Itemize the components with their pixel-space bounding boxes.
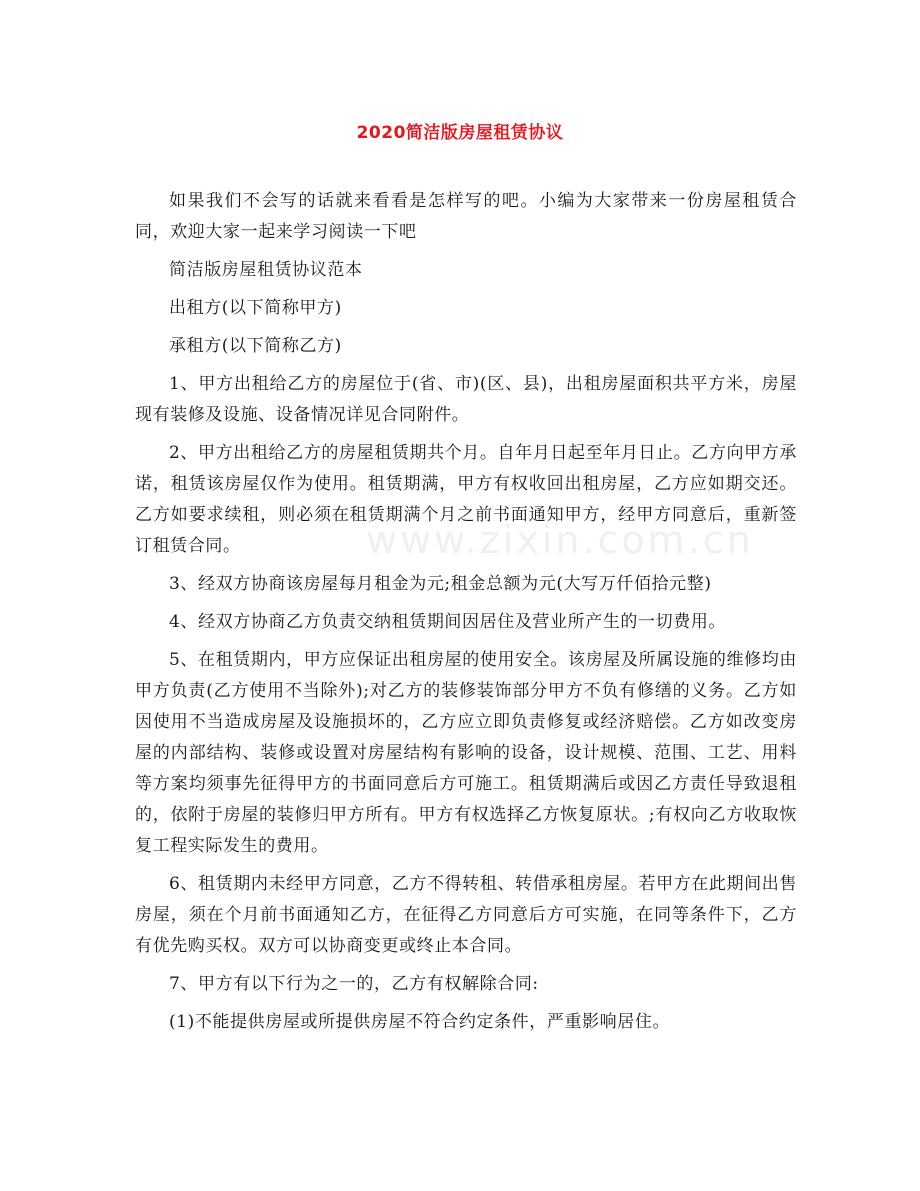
paragraph-lessee: 承租方(以下简称乙方) <box>169 336 342 356</box>
document-body <box>135 186 797 1045</box>
paragraph-clause-7-item-1: (1)不能提供房屋或所提供房屋不符合约定条件，严重影响居住。 <box>169 1012 671 1032</box>
paragraph-clause-5: 5、在租赁期内，甲方应保证出租房屋的使用安全。该房屋及所属设施的维修均由甲方负责(乙方使用不当除外);对乙方的装修装饰部分甲方不负有修缮的义务。乙方如因使用不当造成房屋及设施损坏的，乙方应立即负责修复或经济赔偿。乙方如改变房屋的内部结构、装修或设置对房屋结构有影响的设备，设计规模、范围、工艺、用料等方案均须事先征得甲方的书面同意后方可施工。租赁期满后或因乙方责任导致退租的，依附于房屋的装修归甲方所有。甲方有权选择乙方恢复原状。;有权向乙方收取恢复工程实际发生的费用。 <box>135 650 797 856</box>
paragraph-clause-6: 6、租赁期内未经甲方同意，乙方不得转租、转借承租房屋。若甲方在此期间出售房屋，须在个月前书面通知乙方，在征得乙方同意后方可实施，在同等条件下，乙方有优先购买权。双方可以协商变更或终止本合同。 <box>135 874 797 956</box>
paragraph-lessor: 出租方(以下简称甲方) <box>169 298 342 318</box>
paragraph-clause-4: 4、经双方协商乙方负责交纳租赁期间因居住及营业所产生的一切费用。 <box>169 612 727 632</box>
paragraph-clause-7: 7、甲方有以下行为之一的，乙方有权解除合同: <box>169 974 539 994</box>
paragraph-clause-3: 3、经双方协商该房屋每月租金为元;租金总额为元(大写万仟佰拾元整) <box>169 574 712 594</box>
document-title: 2020简洁版房屋租赁协议 <box>356 123 564 143</box>
paragraph-clause-2: 2、甲方出租给乙方的房屋租赁期共个月。自年月日起至年月日止。乙方向甲方承诺，租赁该房屋仅作为使用。租赁期满，甲方有权收回出租房屋，乙方应如期交还。乙方如要求续租，则必须在租赁期满个月之前书面通知甲方，经甲方同意后，重新签订租赁合同。 <box>135 443 797 556</box>
paragraph-heading: 简洁版房屋租赁协议范本 <box>169 260 363 280</box>
paragraph-intro: 如果我们不会写的话就来看看是怎样写的吧。小编为大家带来一份房屋租赁合同，欢迎大家一起来学习阅读一下吧 <box>135 191 797 242</box>
watermark: www.zixin.com.cn <box>366 518 754 562</box>
paragraph-clause-1: 1、甲方出租给乙方的房屋位于(省、市)(区、县)，出租房屋面积共平方米，房屋现有装修及设施、设备情况详见合同附件。 <box>135 374 797 425</box>
